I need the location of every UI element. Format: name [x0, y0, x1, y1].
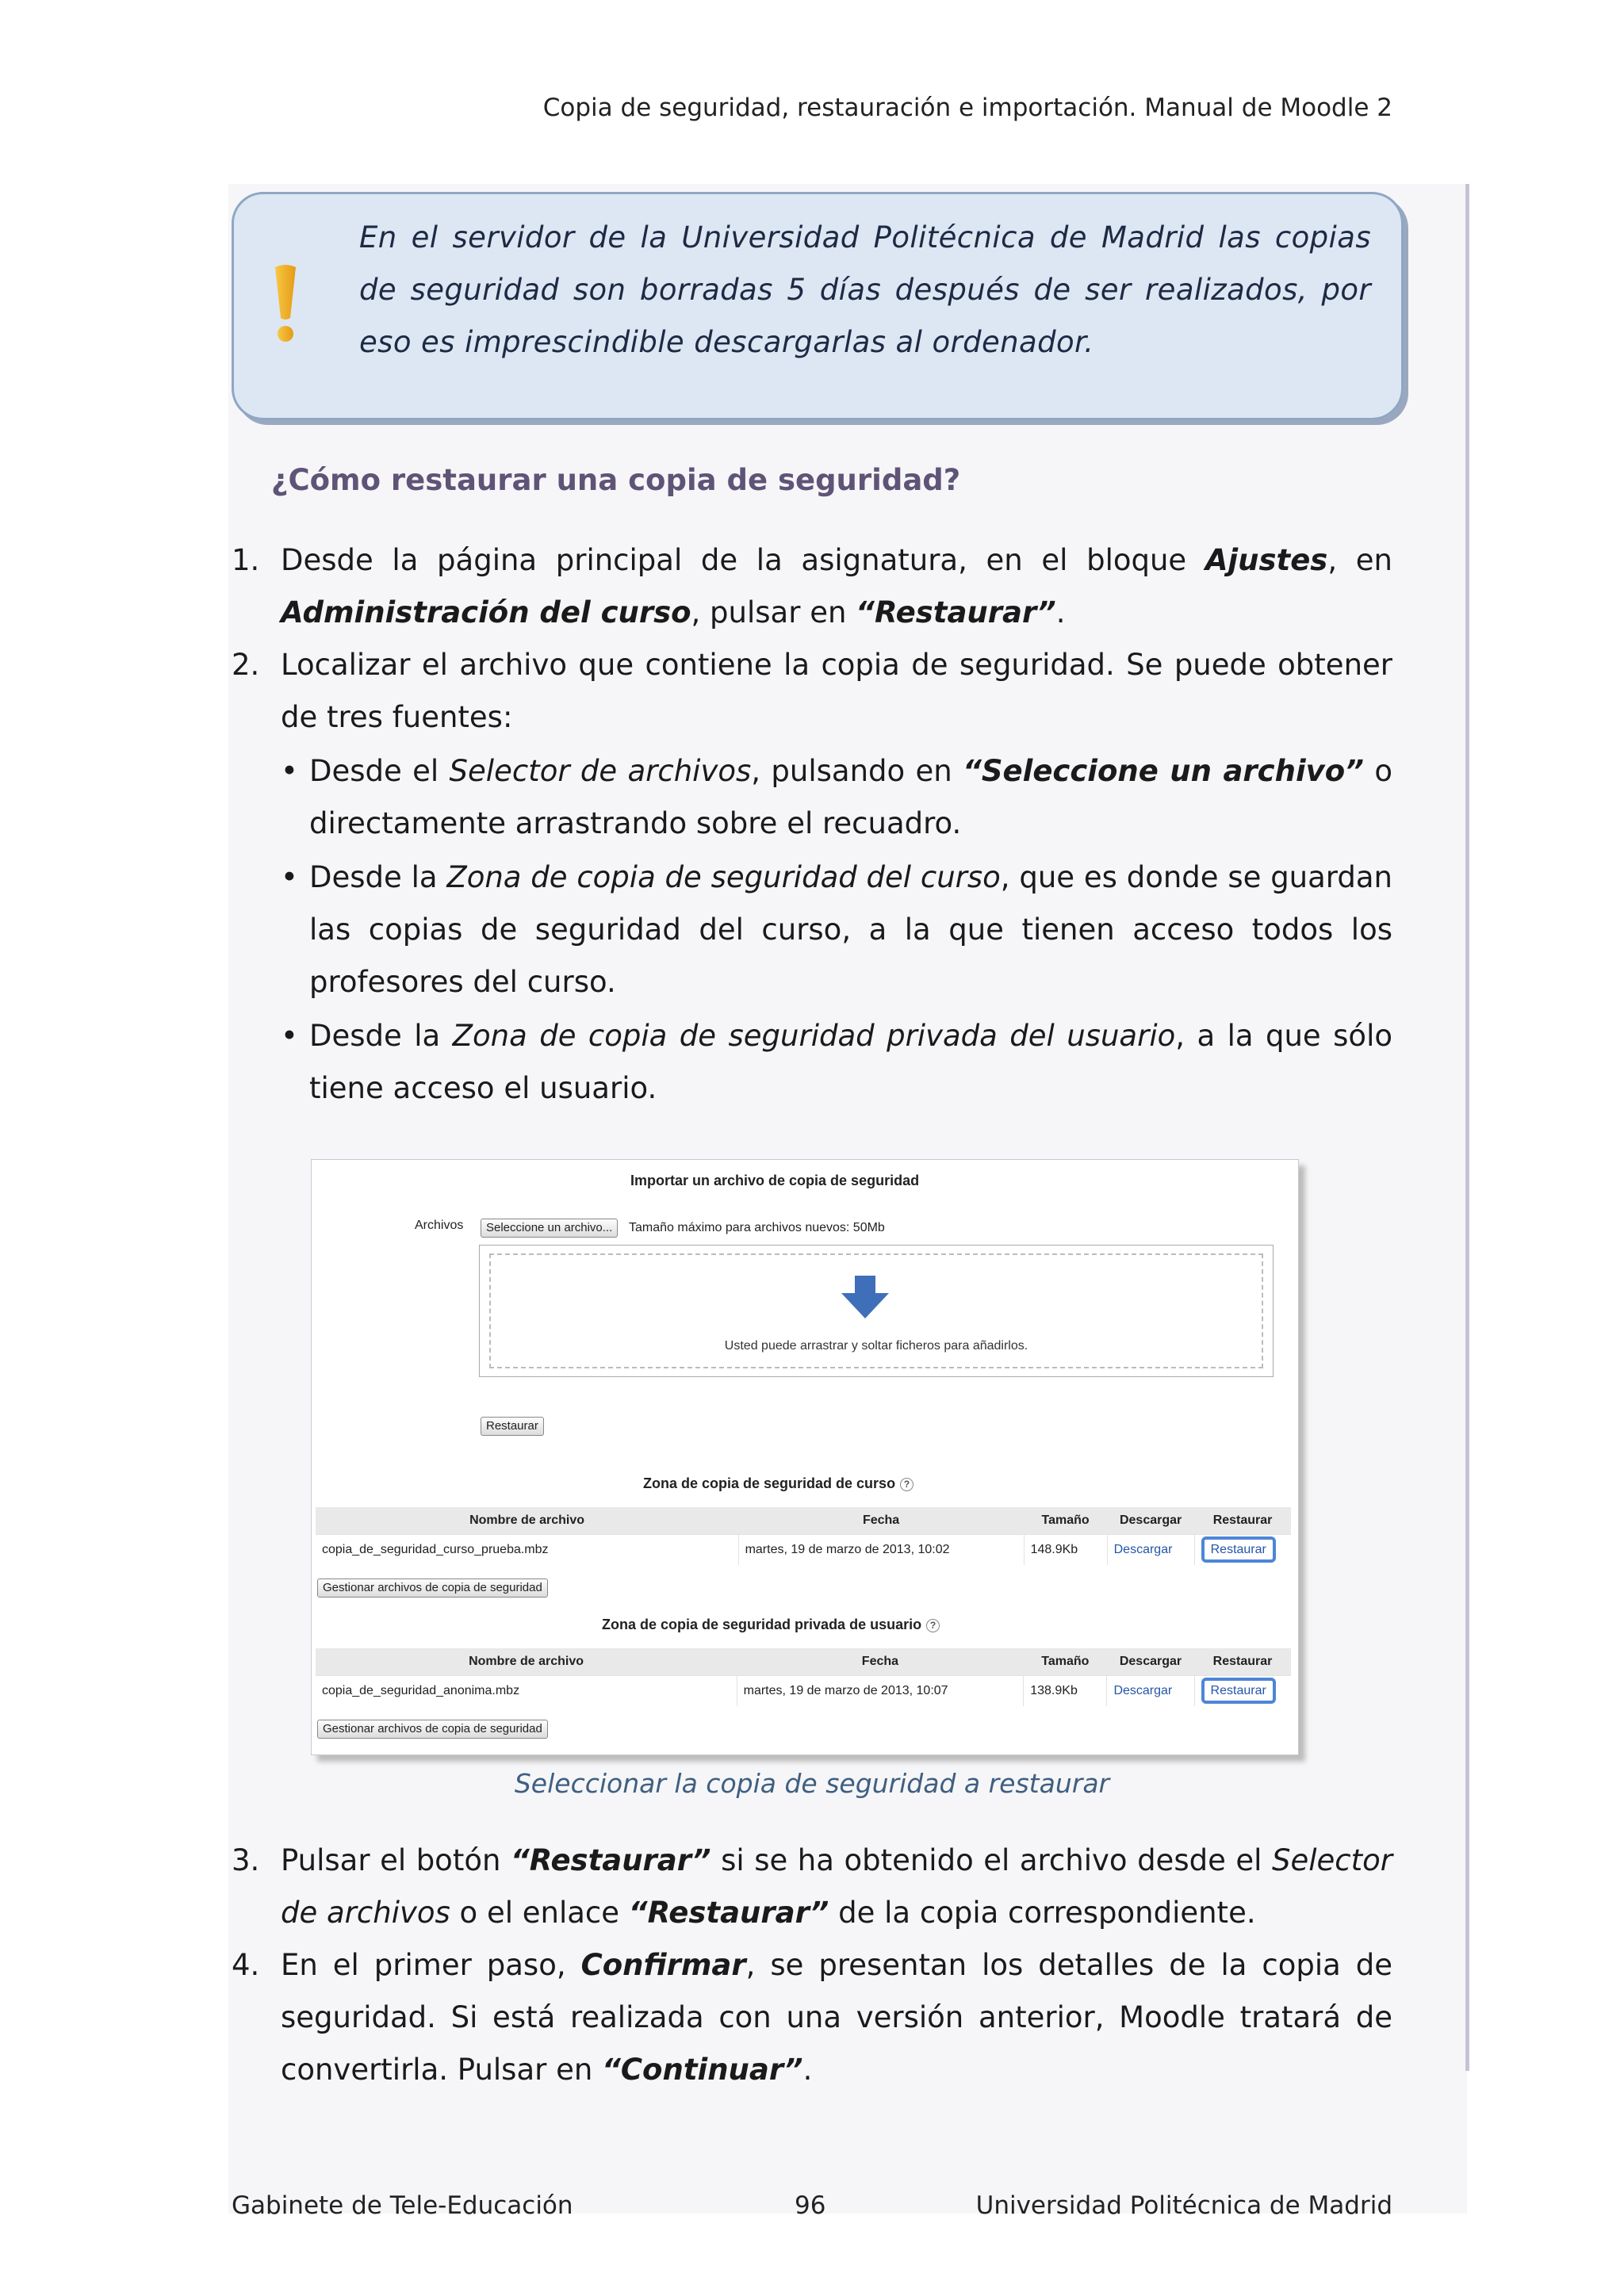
- step-term: “Restaurar”: [856, 595, 1056, 629]
- table-row: [316, 1676, 1291, 1707]
- bullet-dot: •: [281, 754, 298, 788]
- step-text: .: [1055, 595, 1066, 629]
- private-backup-table: [316, 1648, 1291, 1706]
- step-2: [232, 639, 1392, 744]
- bullet-text: , a la que sólo tiene acceso el usuario.: [309, 1019, 1392, 1105]
- private-zone-title: [602, 1617, 940, 1633]
- manage-backups-button[interactable]: Gestionar archivos de copia de seguridad: [317, 1720, 548, 1739]
- step-text: Localizar el archivo que contiene la copia de seguridad. Se puede obtener de tres fuentes:: [281, 648, 1392, 734]
- max-size-text: Tamaño máximo para archivos nuevos: 50Mb: [629, 1221, 885, 1234]
- step-term: “Continuar”: [602, 2053, 803, 2087]
- file-size: 148.9Kb: [1024, 1535, 1107, 1566]
- running-header: Copia de seguridad, restauración e importación. Manual de Moodle 2: [542, 94, 1392, 122]
- import-title: Importar un archivo de copia de seguridad: [630, 1173, 920, 1188]
- table-row: [316, 1535, 1291, 1566]
- bullet-course-zone: [281, 851, 1392, 1008]
- col-size: Tamaño: [1024, 1648, 1107, 1676]
- step-text: Desde la página principal de la asignatura, en el bloque: [281, 543, 1205, 577]
- restore-link[interactable]: Restaurar: [1201, 1536, 1276, 1563]
- step-number: 1.: [232, 543, 260, 577]
- step-text: si se ha obtenido el archivo desde el: [710, 1843, 1272, 1877]
- steps-list-bottom: [232, 1835, 1392, 2096]
- footer-left: Gabinete de Tele-Educación: [232, 2191, 573, 2220]
- step-number: 4.: [232, 1948, 260, 1982]
- step-text: .: [802, 2053, 813, 2087]
- bullet-file-selector: [281, 745, 1392, 850]
- course-zone-title-text: Zona de copia de seguridad de curso: [643, 1475, 896, 1491]
- bullet-term: Selector de archivos: [449, 754, 752, 788]
- table-header-row: [316, 1507, 1291, 1535]
- moodle-restore-screenshot: [311, 1159, 1299, 1755]
- section-title: ¿Cómo restaurar una copia de seguridad?: [271, 463, 961, 497]
- step-3: [232, 1835, 1392, 1939]
- bullet-term: “Seleccione un archivo”: [963, 754, 1365, 788]
- step-term: Confirmar: [580, 1948, 746, 1982]
- step-term: “Restaurar”: [510, 1843, 711, 1877]
- col-size: Tamaño: [1024, 1507, 1107, 1535]
- file-date: martes, 19 de marzo de 2013, 10:07: [737, 1676, 1024, 1707]
- step-text: Pulsar el botón: [281, 1843, 511, 1877]
- step-1: [232, 534, 1392, 639]
- bullet-text: , que es donde se guardan las copias de seguridad del curso, a la que tienen acceso todos los profesores del curso.: [309, 860, 1392, 999]
- step-term: Selector de archivos: [281, 1843, 1392, 1930]
- col-date: Fecha: [737, 1648, 1024, 1676]
- bullet-dot: •: [281, 1019, 298, 1053]
- exclamation-icon: [274, 264, 297, 343]
- col-date: Fecha: [738, 1507, 1024, 1535]
- bullet-text: Desde el: [309, 754, 450, 788]
- help-icon[interactable]: ?: [926, 1619, 940, 1632]
- step-text: , pulsar en: [691, 595, 856, 629]
- file-size: 138.9Kb: [1024, 1676, 1107, 1707]
- footer-right: Universidad Politécnica de Madrid: [975, 2191, 1392, 2220]
- private-zone-title-text: Zona de copia de seguridad privada de usuario: [602, 1617, 922, 1632]
- col-restore: Restaurar: [1194, 1507, 1291, 1535]
- step-term: “Restaurar”: [628, 1896, 829, 1930]
- bullet-text: Desde la: [309, 860, 447, 894]
- bullet-dot: •: [281, 860, 298, 894]
- file-name: copia_de_seguridad_curso_prueba.mbz: [316, 1535, 738, 1566]
- drop-zone-text: Usted puede arrastrar y soltar ficheros para añadirlos.: [724, 1339, 1028, 1353]
- steps-list-top: [232, 534, 1392, 1115]
- course-zone-title: [643, 1475, 914, 1492]
- choose-file-button[interactable]: Seleccione un archivo...: [481, 1219, 618, 1238]
- warning-callout: [232, 192, 1404, 420]
- step-text: , se presentan los detalles de la copia de seguridad. Si está realizada con una versión anterior, Moodle tratará de convertirla. Pulsar en: [281, 1948, 1392, 2087]
- restore-link[interactable]: Restaurar: [1201, 1678, 1276, 1704]
- col-download: Descargar: [1107, 1507, 1194, 1535]
- file-drop-zone[interactable]: [479, 1245, 1274, 1377]
- step-term: Ajustes: [1205, 543, 1328, 577]
- files-label: Archivos: [415, 1219, 464, 1232]
- download-link[interactable]: Descargar: [1113, 1543, 1173, 1556]
- bullet-text: , pulsando en: [751, 754, 963, 788]
- col-download: Descargar: [1107, 1648, 1194, 1676]
- step-number: 3.: [232, 1843, 260, 1877]
- step-text: de la copia correspondiente.: [829, 1896, 1256, 1930]
- step-number: 2.: [232, 648, 260, 682]
- manage-backups-button[interactable]: Gestionar archivos de copia de seguridad: [317, 1578, 548, 1598]
- download-link[interactable]: Descargar: [1113, 1684, 1173, 1697]
- callout-text: En el servidor de la Universidad Politécnica de Madrid las copias de seguridad son borradas 5 días después de ser realizados, por eso es imprescindible descargarlas al ordenador.: [359, 220, 1371, 359]
- col-name: Nombre de archivo: [316, 1507, 738, 1535]
- bullet-text: o directamente arrastrando sobre el recuadro.: [309, 754, 1393, 840]
- col-name: Nombre de archivo: [316, 1648, 737, 1676]
- file-name: copia_de_seguridad_anonima.mbz: [316, 1676, 737, 1707]
- restore-button[interactable]: Restaurar: [481, 1417, 544, 1436]
- col-restore: Restaurar: [1194, 1648, 1291, 1676]
- bullet-term: Zona de copia de seguridad del curso: [446, 860, 1001, 894]
- bullet-term: Zona de copia de seguridad privada del usuario: [452, 1019, 1176, 1053]
- step-term: Administración del curso: [281, 595, 691, 629]
- step-4: [232, 1939, 1392, 2096]
- source-bullets: [281, 745, 1392, 1115]
- step-text: En el primer paso,: [281, 1948, 581, 1982]
- figure-caption: Seleccionar la copia de seguridad a restaurar: [514, 1768, 1110, 1799]
- step-text: o el enlace: [450, 1896, 629, 1930]
- step-text: , en: [1327, 543, 1392, 577]
- help-icon[interactable]: ?: [900, 1478, 914, 1491]
- table-header-row: [316, 1648, 1291, 1676]
- bullet-private-zone: [281, 1010, 1392, 1115]
- bullet-text: Desde la: [309, 1019, 453, 1053]
- arrow-down-icon: [841, 1276, 889, 1318]
- course-backup-table: [316, 1507, 1291, 1565]
- page-number: 96: [795, 2191, 826, 2220]
- file-date: martes, 19 de marzo de 2013, 10:02: [738, 1535, 1024, 1566]
